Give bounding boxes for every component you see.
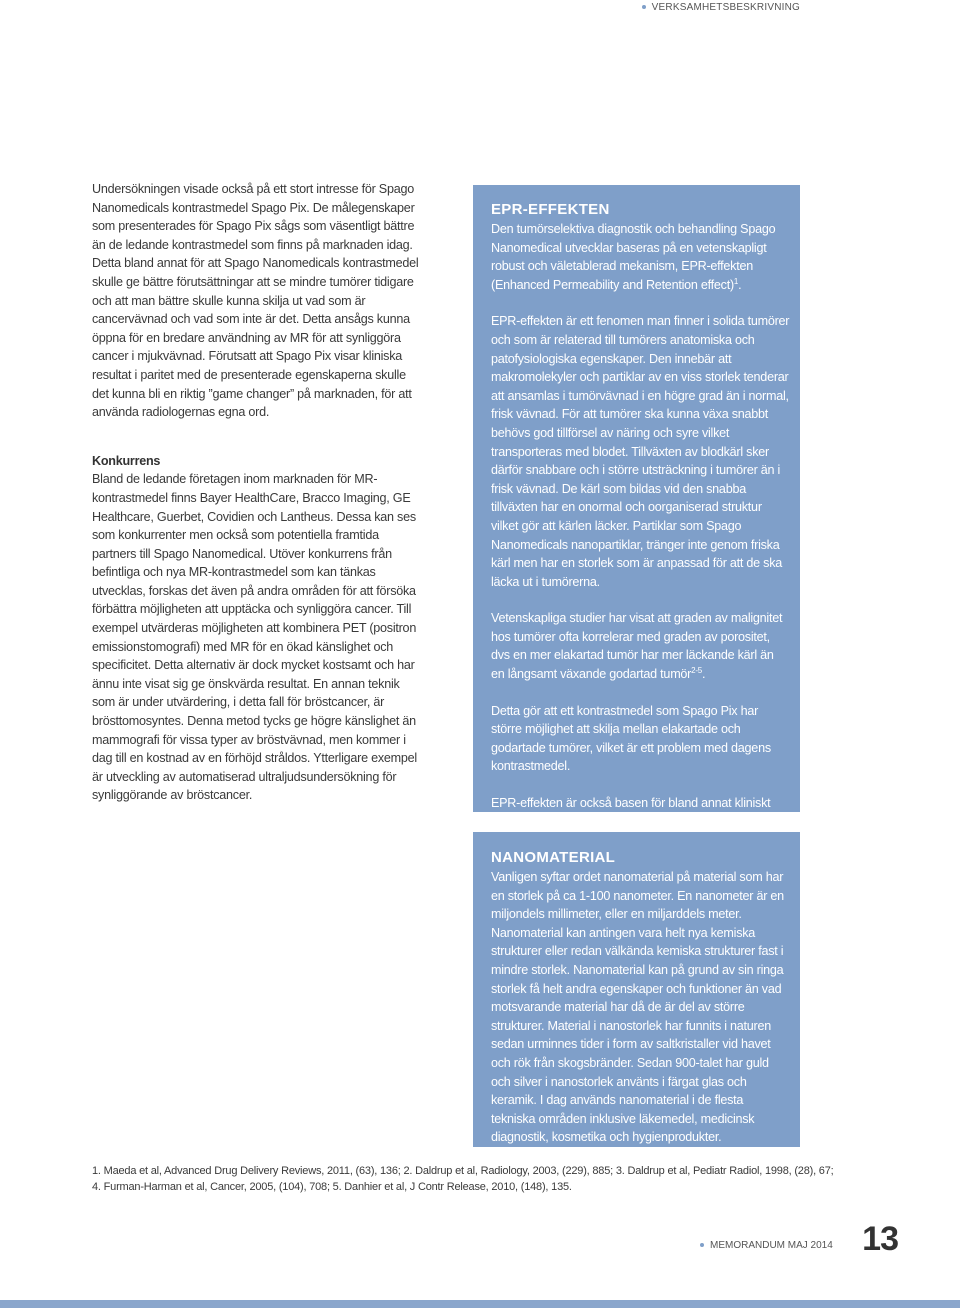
epr-info-box <box>473 185 800 829</box>
intro-paragraph: Undersökningen visade också på ett stort intresse för Spago Nanomedicals kontrastmedel Spago Pix. De målegenskaper som presenterades för Spago Pix sågs som väsentligt bättre än de ledande kontrastmedel som finns på marknaden idag. Detta bland annat för att Spago Nanomedicals kontrastmedel skulle ge bättre förutsättningar att se mindre tumörer tidigare och att man bättre skulle kunna skilja ut vad som är cancervävnad och vad som inte är det. Detta ansågs kunna öppna för en bredare användning av MR för att synliggöra cancer i mjukvävnad. Förutsatt att Spago Pix visar kliniska resultat i paritet med de presenterade egenskaperna skulle det kunna bli en riktig ”game changer” på marknaden, för att använda radiologernas egna ord. <box>92 182 419 420</box>
references <box>92 1163 852 1195</box>
section-header-label: VERKSAMHETSBESKRIVNING <box>651 2 800 13</box>
main-text-column <box>92 180 422 805</box>
epr-paragraph-3: Vetenskapliga studier har visat att graden av malignitet hos tumörer ofta korrelerar med graden av porositet, dvs en mer elakartad tumör har mer läckande kärl än en långsamt växande godartad tumör$^{2-5}$. <box>491 611 783 682</box>
reference-line: 1. Maeda et al, Advanced Drug Delivery Reviews, 2011, (63), 136; 2. Daldrup et al, Radiology, 2003, (229), 885; 3. Daldrup et al, Pediatr Radiol, 1998, (28), 67; <box>92 1165 834 1177</box>
page-number: 13 <box>862 1220 898 1258</box>
nanomaterial-info-box <box>473 832 800 1147</box>
bullet-icon <box>642 5 646 9</box>
bottom-divider-bar <box>0 1300 960 1308</box>
competition-heading: Konkurrens <box>92 453 161 468</box>
competition-paragraph: Bland de ledande företagen inom marknaden för MR-kontrastmedel finns Bayer HealthCare, Bracco Imaging, GE Healthcare, Guerbet, Covidien och Lantheus. Dessa kan ses som konkurrenter men också som potentiella framtida partners till Spago Nanomedical. Utöver konkurrens från befintliga och nya MR-kontrastmedel som kan tänkas utvecklas, forskas det även på andra områden för att försöka förbättra möjligheten att upptäcka och synliggöra cancer. Till exempel utvärderas möjligheten att kombinera PET (positron emissionstomografi) med MR för en ökad känslighet och specificitet. Detta alternativ är dock mycket kostsamt och har ännu inte visat sig ge önskvärda resultat. En annan teknik som är under utvärdering, i detta fall för bröstcancer, är brösttomosyntes. Denna metod tycks ge högre känslighet än mammografi för vissa typer av bröstvävnad, men kommer i dag till en kostnad av en förhöjd stråldos. Ytterligare exempel är utveckling av automatiserad ultraljudsundersökning för synliggörande av bröstcancer. <box>92 472 417 803</box>
reference-line: 4. Furman-Harman et al, Cancer, 2005, (104), 708; 5. Danhier et al, J Contr Release, 2010, (148), 135. <box>92 1181 572 1193</box>
epr-paragraph-2: EPR-effekten är ett fenomen man finner i solida tumörer och som är relaterad till tumörers anatomiska och patofysiologiska egenskaper. Den innebär att makromolekyler och partiklar av en viss storlek tenderar att ansamlas i tumörvävnad i en högre grad än i normal, frisk vävnad. För att tumörer ska kunna växa snabbt behövs god tillförsel av näring och syre vilket transporteras med blodet. Tillväxten av blodkärl sker därför snabbare och i större utsträckning i tumörer än i frisk vävnad. De kärl som bildas vid den snabba tillväxten har en onormal och oorganiserad struktur vilket gör att kärlen läcker. Partiklar som Spago Nanomedicals nanopartiklar, tränger inte genom friska kärl men har en storlek som är anpassad för att de ska läcka ut i tumörerna. <box>491 314 790 589</box>
nanomaterial-paragraph: Vanligen syftar ordet nanomaterial på material som har en storlek på ca 1-100 nanometer. En nanometer är en miljondels millimeter, eller en miljarddels meter. Nanomaterial kan antingen vara helt nya kemiska strukturer eller redan välkända kemiska strukturer fast i mindre storlek. Nanomaterial kan på grund av sin ringa storlek få helt andra egenskaper och funktioner än vad motsvarande material har då de är del av större strukturer. Material i nanostorlek har funnits i naturen sedan urminnes tider i form av saltkristaller vid havet och rök från skogsbränder. Sedan 900-talet har guld och silver i nanostorlek använts i färgat glas och keramik. I dag används nanomaterial i de flesta tekniska områden inklusive läkemedel, medicinsk diagnostik, kosmetika och hygienprodukter. <box>491 870 784 1145</box>
section-header <box>642 2 800 13</box>
bullet-icon <box>700 1243 704 1247</box>
footer-label-text: MEMORANDUM MAJ 2014 <box>710 1240 833 1251</box>
epr-box-title: EPR-EFFEKTEN <box>491 201 610 218</box>
epr-paragraph-5: EPR-effekten är också basen för bland annat kliniskt använda nanomedicin-baserade läkemedel som t.ex <box>491 796 772 829</box>
epr-paragraph-4: Detta gör att ett kontrastmedel som Spago Pix har större möjlighet att skilja mellan elakartade och godartade tumörer, vilket är ett problem med dagens kontrastmedel. <box>491 703 771 774</box>
epr-paragraph-1: Den tumörselektiva diagnostik och behandling Spago Nanomedical utvecklar baseras på en vetenskapligt robust och väletablerad mekanism, EPR-effekten (Enhanced Permeability and Retention effect)$^1$. <box>491 222 776 292</box>
nanomaterial-box-title: NANOMATERIAL <box>491 849 616 866</box>
footer-label <box>700 1240 833 1251</box>
